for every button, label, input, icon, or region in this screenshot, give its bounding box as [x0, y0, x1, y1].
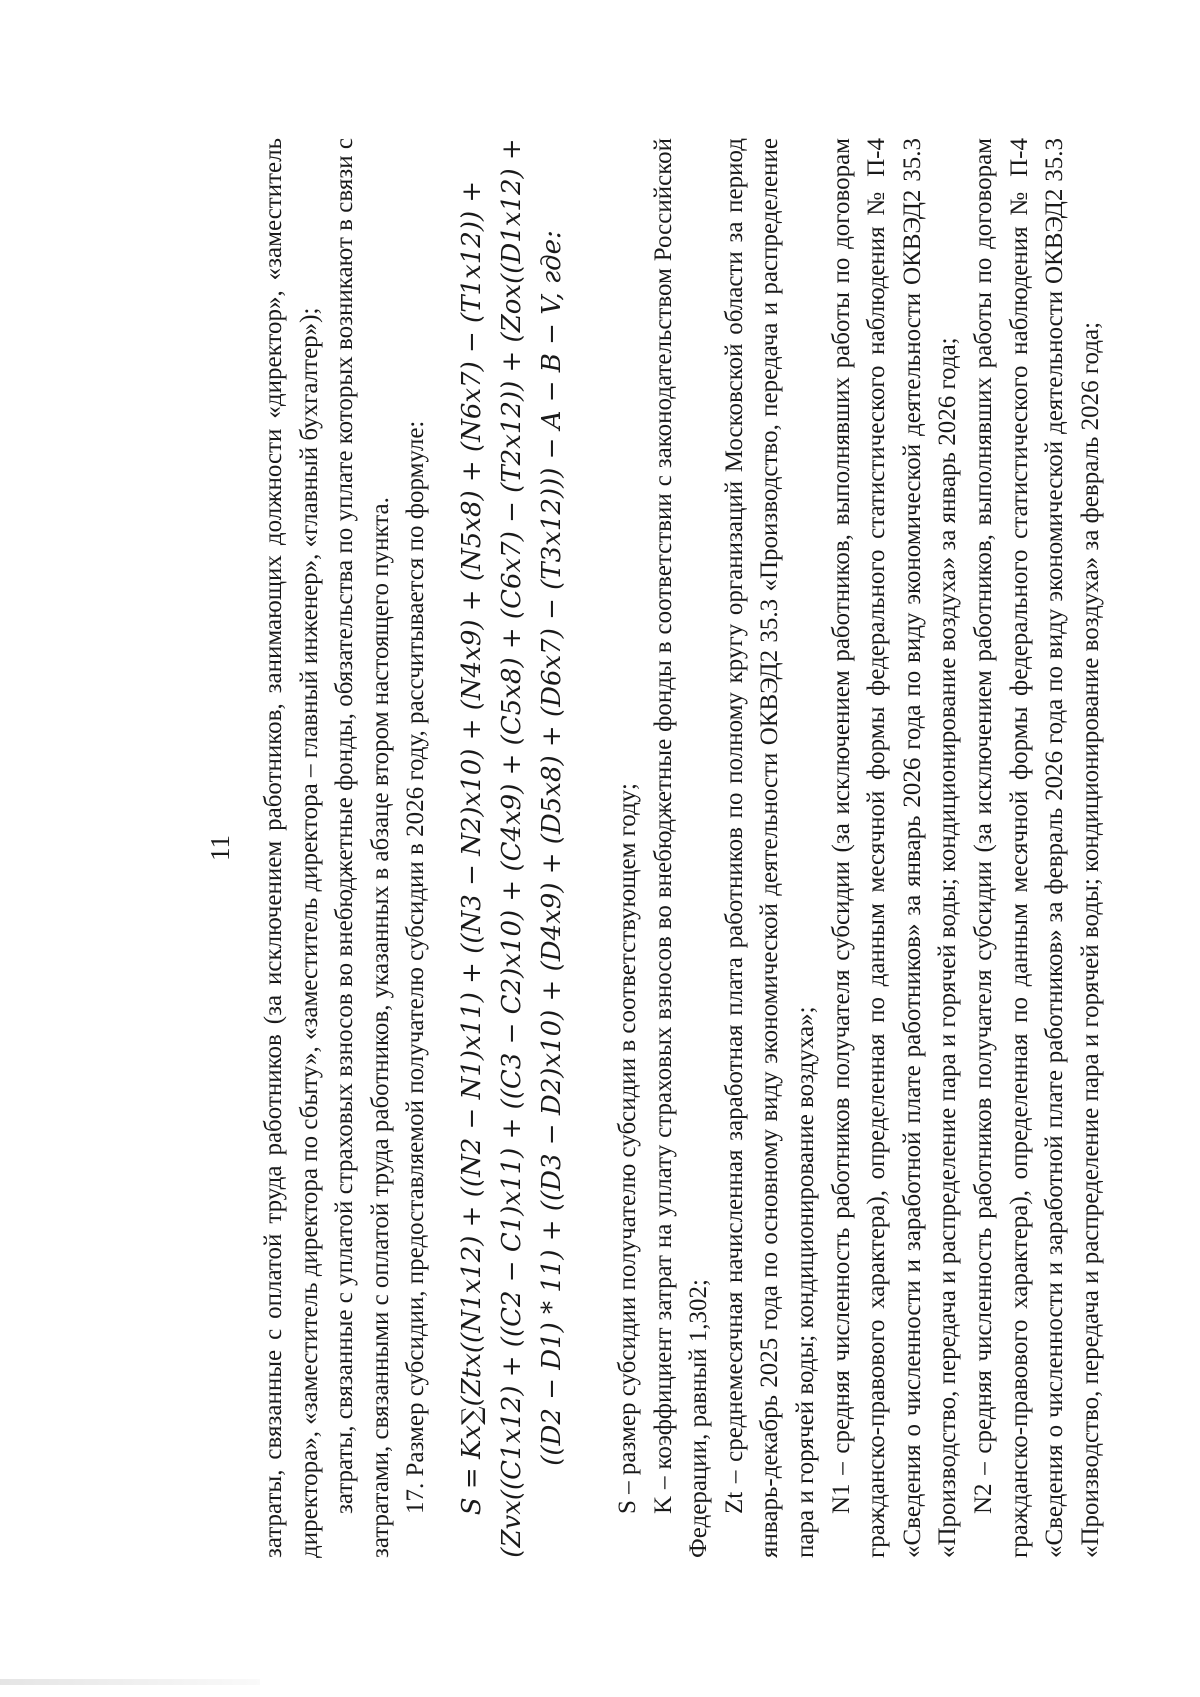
formula-line-2: (Zvx((C1x12) + ((C2 − C1)x11) + ((C3 − C2)x10) + (C4x9) + (C5x8) + (C6x7) − (T2x12)) + (Zox((D1x12) + — [496, 138, 527, 1558]
definition-n2: N2 – средняя численность работников получателя субсидии (за исключением работников, выполнявших работы по договорам гражданско-правового характера), определенная по данным месячной формы федерального статистического наблюдения № П-4 «Сведения о численности и заработной плате работников» за февраль 2026 года по виду экономической деятельности ОКВЭД2 35.3 «Производство, передача и распределение пара и горячей воды; кондиционирование воздуха» за февраль 2026 года; — [969, 138, 1104, 1558]
definition-k: K – коэффициент затрат на уплату страховых взносов во внебюджетные фонды в соответствии с законодательством Российской Федерации, равный 1,302; — [649, 138, 713, 1558]
definition-s: S – размер субсидии получателю субсидии в соответствующем году; — [613, 783, 641, 1514]
formula-line-1: S = Kx∑(Ztx((N1x12) + ((N2 − N1)x11) + ((N3 − N2)x10) + (N4x9) + (N5x8) + (N6x7) − (T1x12)) + — [456, 180, 487, 1516]
definition-n1: N1 – средняя численность работников получателя субсидии (за исключением работников, выполнявших работы по договорам гражданско-правового характера), определенная по данным месячной формы федерального статистического наблюдения № П-4 «Сведения о численности и заработной плате работников» за январь 2026 года по виду экономической деятельности ОКВЭД2 35.3 «Производство, передача и распределение пара и горячей воды; кондиционирование воздуха» за январь 2026 года; — [827, 138, 962, 1558]
document-page — [160, 98, 1104, 1598]
paragraph-subsidy-size: 17. Размер субсидии, предоставляемой получателю субсидии в 2026 году, рассчитывается по формуле: — [402, 420, 430, 1514]
definition-zt: Zt – среднемесячная начисленная заработная плата работников по полному кругу организаций Московской области за период январь-декабрь 2025 года по основному виду экономической деятельности ОКВЭД2 35.3 «Производство, передача и распределение пара и горячей воды; кондиционирование воздуха»; — [720, 138, 819, 1558]
formula-line-3: ((D2 − D1) * 11) + ((D3 − D2)x10) + (D4x9) + (D5x8) + (D6x7) − (T3x12))) − A − B − V, где: — [536, 230, 567, 1466]
paragraph-labor-costs: затраты, связанные с оплатой труда работников (за исключением работников, занимающих должности «директор», «заместитель директора», «заместитель директора по сбыту», «заместитель директора – главный инженер», «главный бухгалтер»); — [260, 138, 323, 1558]
page-number: 11 — [205, 835, 235, 861]
paragraph-insurance-costs: затраты, связанные с уплатой страховых взносов во внебюджетные фонды, обязательства по уплате которых возникают в связи с затратами, связанными с оплатой труда работников, указанных в абзаце втором настоящего пункта. — [331, 138, 394, 1558]
subsidy-formula — [452, 138, 572, 1558]
scan-artifact — [0, 1679, 260, 1685]
